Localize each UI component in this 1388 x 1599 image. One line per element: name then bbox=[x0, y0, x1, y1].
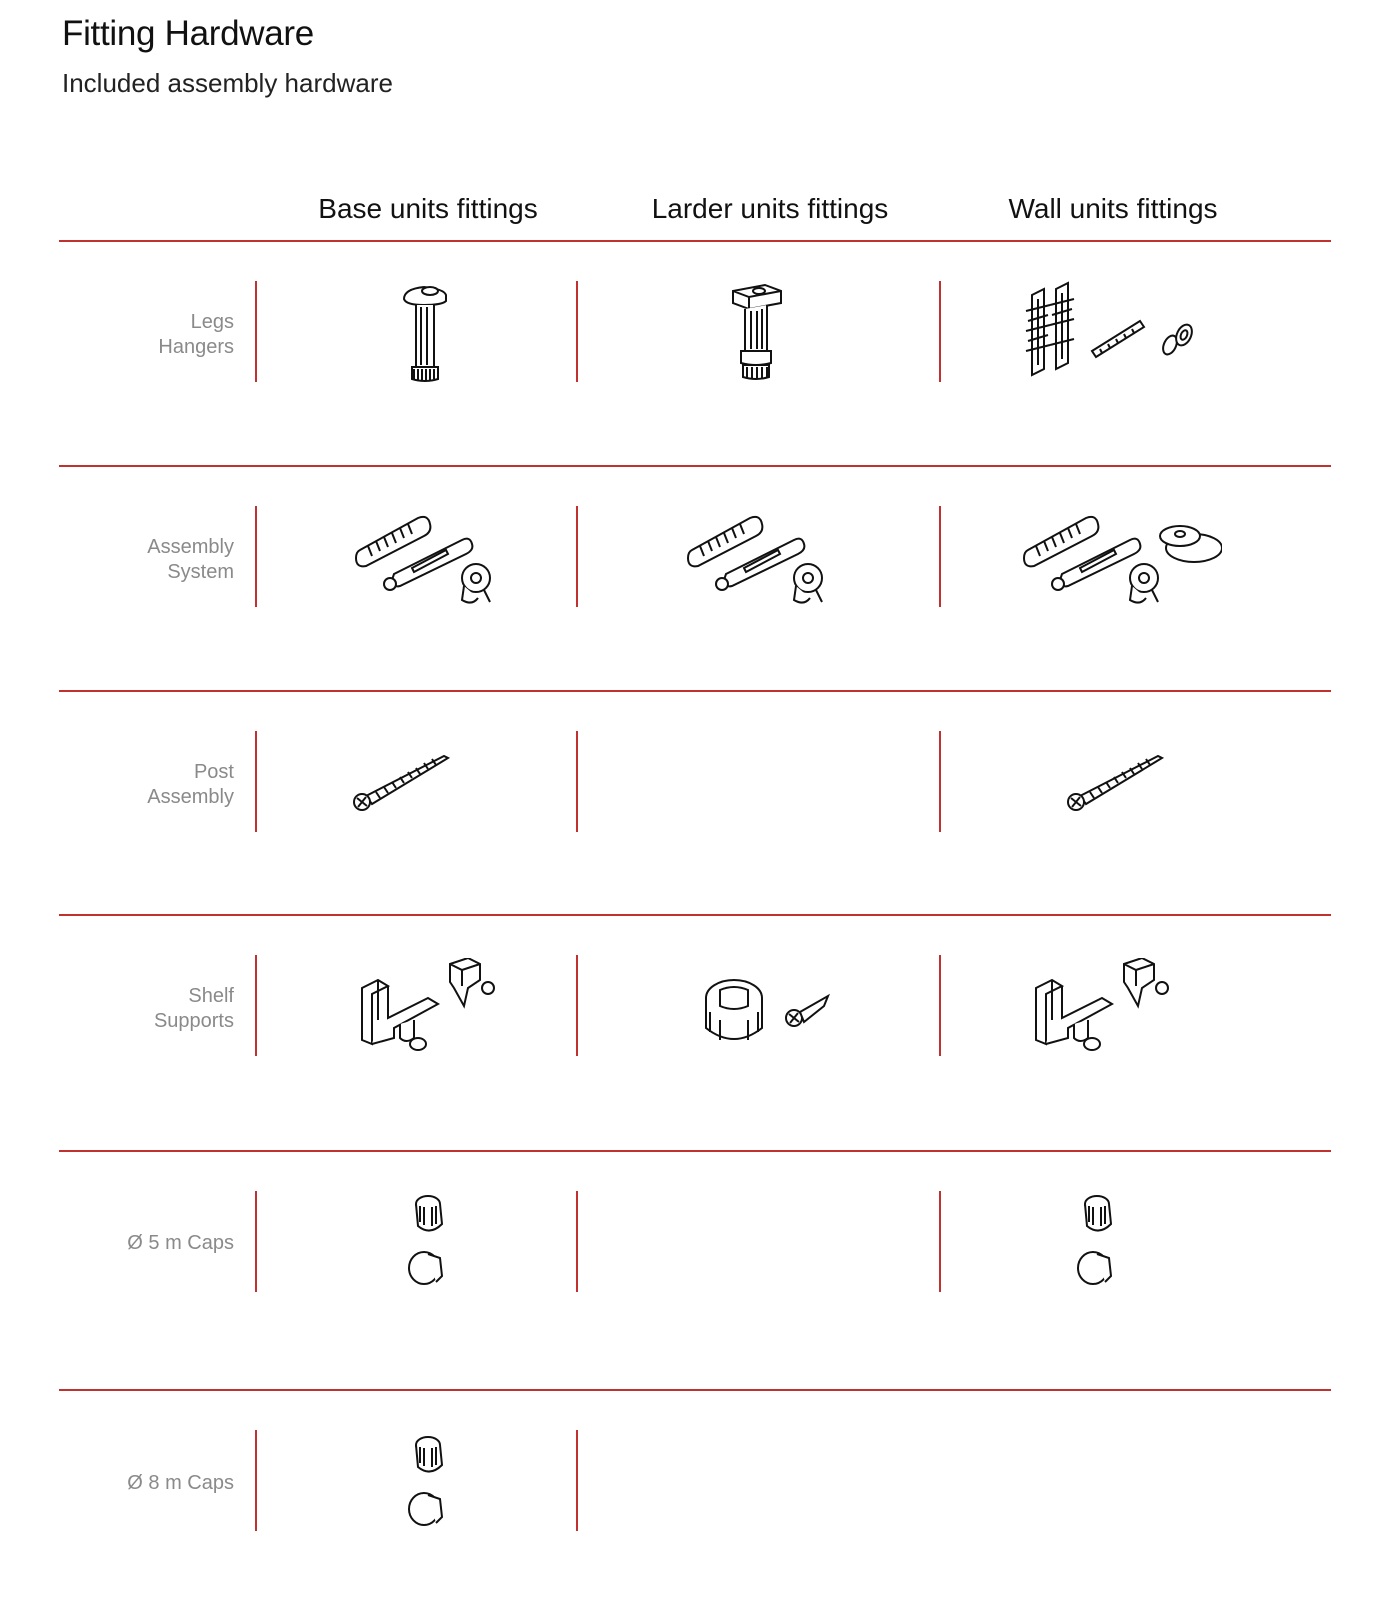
column-header-base: Base units fittings bbox=[318, 193, 538, 224]
dowel-bolt-cam-set-icon bbox=[686, 506, 830, 610]
screw-icon bbox=[1066, 752, 1166, 814]
shelf-support-pair-icon bbox=[356, 958, 500, 1056]
header-divider bbox=[59, 240, 1331, 242]
page-title: Fitting Hardware bbox=[62, 14, 314, 53]
row-6-separator bbox=[576, 1430, 578, 1531]
screw-icon bbox=[352, 752, 452, 814]
row-divider bbox=[59, 1150, 1331, 1152]
row-2-separator bbox=[255, 506, 257, 607]
cam-lock-screw-icon bbox=[700, 972, 834, 1046]
cap-pair-icon bbox=[406, 1192, 456, 1292]
row-divider bbox=[59, 465, 1331, 467]
row-5-separator bbox=[255, 1191, 257, 1292]
wall-hanger-set-icon bbox=[1012, 281, 1208, 381]
row-label-assembly-system: Assembly System bbox=[147, 536, 234, 583]
row-5-separator bbox=[576, 1191, 578, 1292]
row-divider bbox=[59, 690, 1331, 692]
row-1-separator bbox=[939, 281, 941, 382]
page-subtitle: Included assembly hardware bbox=[62, 68, 393, 98]
row-label-8mm-caps: Ø 8 m Caps bbox=[127, 1472, 234, 1494]
row-3-separator bbox=[255, 731, 257, 832]
column-header-wall: Wall units fittings bbox=[1008, 193, 1218, 224]
row-4-separator bbox=[255, 955, 257, 1056]
row-label-post-assembly: Post Assembly bbox=[147, 761, 234, 808]
row-5-separator bbox=[939, 1191, 941, 1292]
row-3-separator bbox=[576, 731, 578, 832]
column-header-larder: Larder units fittings bbox=[651, 193, 889, 224]
row-1-separator bbox=[255, 281, 257, 382]
row-2-separator bbox=[939, 506, 941, 607]
dowel-bolt-cam-set-icon bbox=[354, 506, 498, 610]
row-1-separator bbox=[576, 281, 578, 382]
row-3-separator bbox=[939, 731, 941, 832]
dowel-bolt-cam-cap-set-icon bbox=[1022, 506, 1222, 610]
cap-pair-icon bbox=[406, 1433, 456, 1533]
adjustable-leg-icon bbox=[394, 281, 458, 385]
row-4-separator bbox=[939, 955, 941, 1056]
row-divider bbox=[59, 1389, 1331, 1391]
row-2-separator bbox=[576, 506, 578, 607]
row-divider bbox=[59, 914, 1331, 916]
square-top-leg-icon bbox=[725, 281, 789, 385]
row-label-shelf-supports: Shelf Supports bbox=[153, 985, 234, 1032]
shelf-support-pair-icon bbox=[1030, 958, 1174, 1056]
row-label-legs-hangers: Legs Hangers bbox=[158, 311, 234, 358]
row-6-separator bbox=[255, 1430, 257, 1531]
row-4-separator bbox=[576, 955, 578, 1056]
row-label-5mm-caps: Ø 5 m Caps bbox=[127, 1232, 234, 1254]
cap-pair-icon bbox=[1075, 1192, 1125, 1292]
